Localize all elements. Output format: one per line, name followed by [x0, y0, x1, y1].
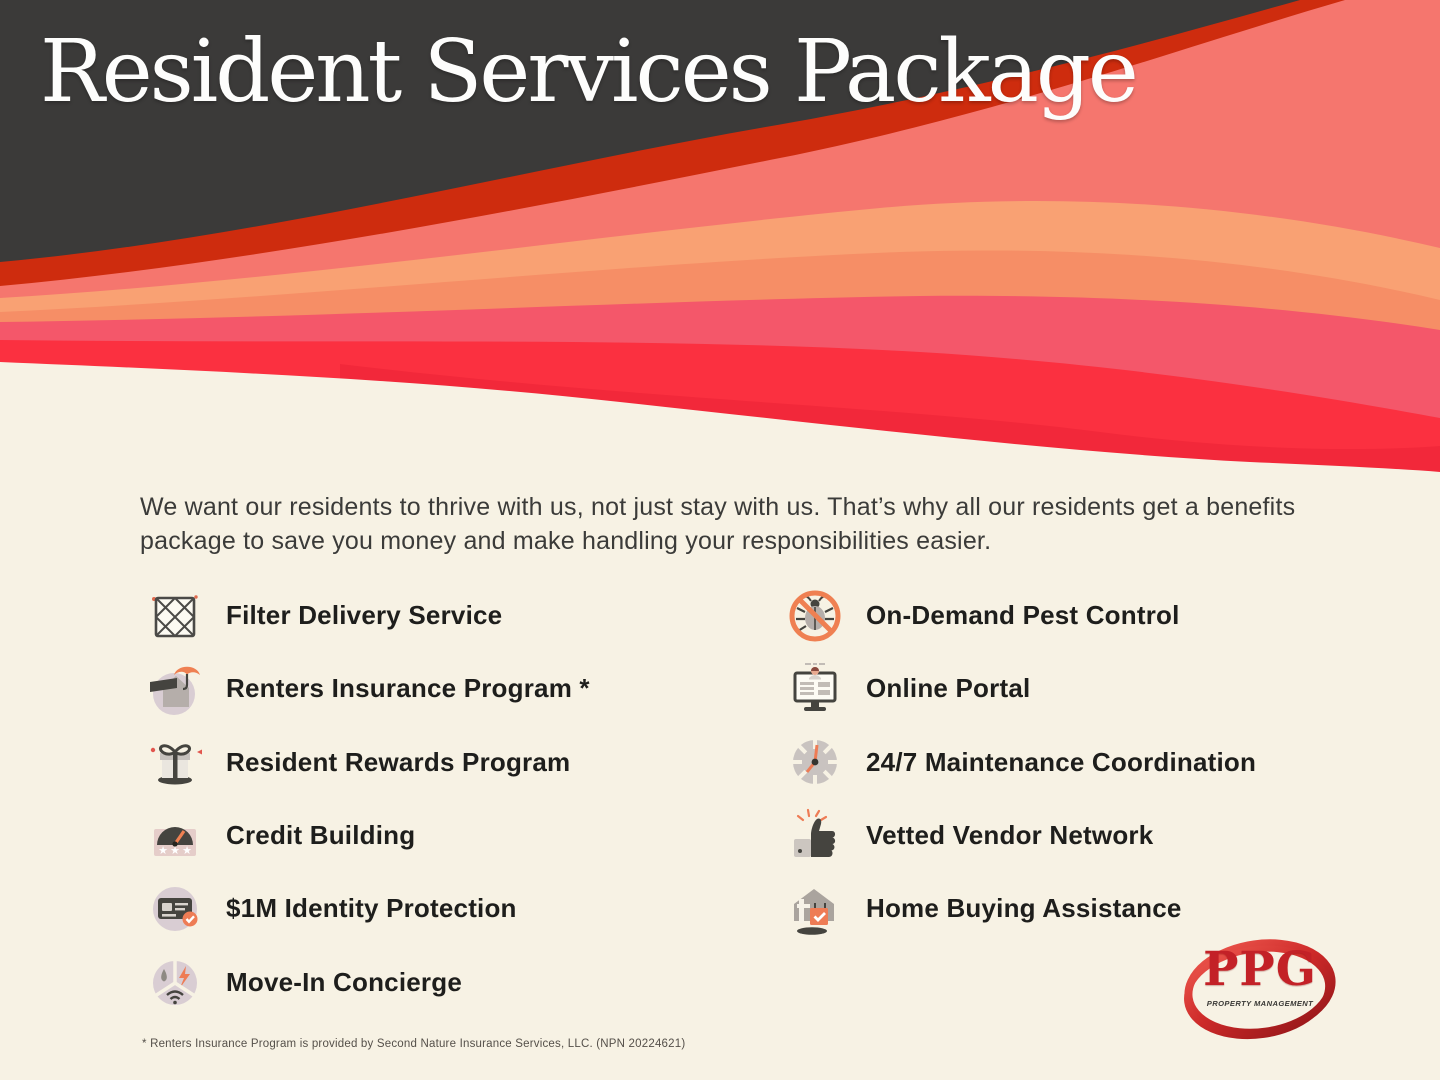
service-item-vendor-network	[786, 799, 1256, 872]
services-column-right	[786, 579, 1256, 945]
service-label: Resident Rewards Program	[226, 746, 571, 777]
disclaimer-text: * Renters Insurance Program is provided by Second Nature Insurance Services, LLC. (NPN 20224621)	[142, 1038, 686, 1050]
utilities-circle-icon	[146, 953, 204, 1011]
service-item-identity-protection	[146, 872, 590, 945]
service-label: 24/7 Maintenance Coordination	[866, 746, 1257, 777]
service-label: Online Portal	[866, 673, 1031, 704]
hero-banner	[0, 0, 1440, 500]
intro-text: We want our residents to thrive with us, not just stay with us. That’s why all our residents get a benefits package to save you money and make handling your responsibilities easier.	[140, 493, 1296, 555]
page-title: Resident Services Package	[40, 22, 1136, 122]
service-label: Credit Building	[226, 820, 416, 851]
services-column-left	[146, 579, 590, 1019]
svg-text:★: ★	[170, 843, 180, 857]
logo-subtext: PROPERTY MANAGEMENT	[1206, 999, 1314, 1008]
svg-text:★: ★	[158, 843, 168, 857]
home-check-icon	[786, 880, 844, 938]
service-label: Vetted Vendor Network	[866, 820, 1154, 851]
service-item-renters-insurance	[146, 652, 590, 725]
service-item-maintenance-coordination	[786, 726, 1256, 799]
no-pests-icon	[786, 587, 844, 645]
service-item-home-buying	[786, 872, 1256, 945]
svg-text:★: ★	[182, 843, 192, 857]
service-label: Move-In Concierge	[226, 966, 462, 997]
service-label: On-Demand Pest Control	[866, 600, 1180, 631]
service-item-filter-delivery	[146, 579, 590, 652]
service-label: Renters Insurance Program *	[226, 673, 590, 704]
service-item-online-portal	[786, 652, 1256, 725]
service-item-credit-building	[146, 799, 590, 872]
clock-icon	[786, 733, 844, 791]
service-label: $1M Identity Protection	[226, 893, 517, 924]
logo-wordmark: PPG	[1203, 942, 1317, 997]
service-label: Home Buying Assistance	[866, 893, 1182, 924]
gift-icon	[146, 733, 204, 791]
ppg-logo	[1183, 936, 1337, 1044]
service-item-resident-rewards	[146, 726, 590, 799]
service-label: Filter Delivery Service	[226, 600, 503, 631]
monitor-portal-icon	[786, 660, 844, 718]
thumbs-up-icon	[786, 807, 844, 865]
id-card-check-icon	[146, 880, 204, 938]
house-umbrella-icon	[146, 660, 204, 718]
service-item-pest-control	[786, 579, 1256, 652]
credit-gauge-icon	[146, 807, 204, 865]
service-item-move-in-concierge	[146, 945, 590, 1018]
air-filter-icon	[146, 587, 204, 645]
